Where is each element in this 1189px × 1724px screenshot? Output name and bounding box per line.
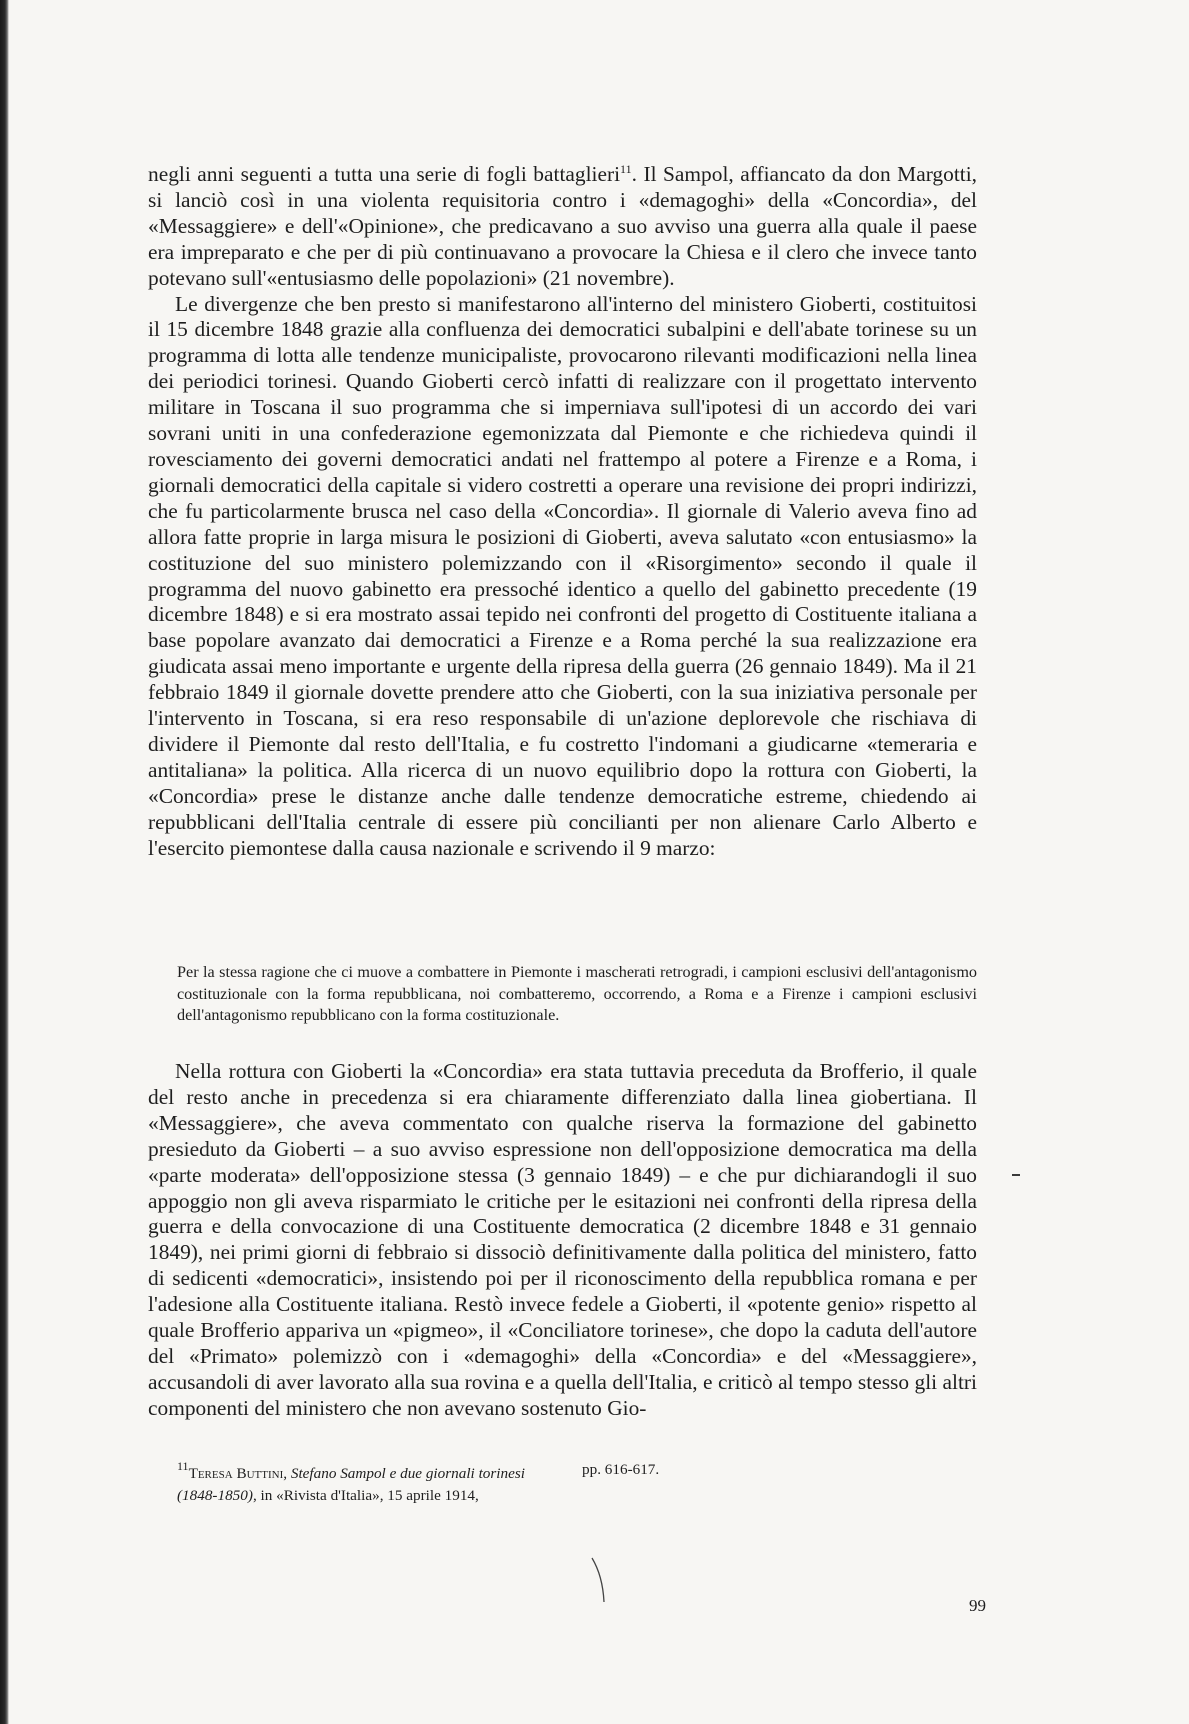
margin-mark — [1012, 1174, 1020, 1176]
paragraph-2: Le divergenze che ben presto si manifestarono all'interno del ministero Gioberti, costituitosi il 15 dicembre 1848 grazie alla confluenza dei democratici subalpini e dell'abate torinese su un programma di lotta alle tendenze municipaliste, provocarono rilevanti modificazioni nella linea dei periodici torinesi. Quando Gioberti cercò infatti di realizzare con il progettato intervento militare in Toscana il suo programma che si imperniava sull'ipotesi di un accordo dei vari sovrani uniti in una confederazione egemonizzata dal Piemonte e che richiedeva quindi il rovesciamento dei governi democratici andati nel frattempo al potere a Firenze e a Roma, i giornali democratici della capitale si videro costretti a operare una revisione dei propri indirizzi, che fu particolarmente brusca nel caso della «Concordia». Il giornale di Valerio aveva fino ad allora fatte proprie in larga misura le posizioni di Gioberti, aveva salutato «con entusiasmo» la costituzione del suo ministero polemizzando con il «Risorgimento» secondo il quale il programma del nuovo gabinetto era pressoché identico a quello del gabinetto precedente (19 dicembre 1848) e si era mostrato assai tepido nei confronti del progetto di Costituente italiana a base popolare avanzato dai democratici a Firenze e a Roma perché la sua realizzazione era giudicata assai meno importante e urgente della ripresa della guerra (26 gennaio 1849). Ma il 21 febbraio 1849 il giornale dovette prendere atto che Gioberti, con la sua iniziativa personale per l'intervento in Toscana, si era reso responsabile di un'azione deplorevole che rischiava di dividere il Piemonte dal resto dell'Italia, e fu costretto l'indomani a giudicarne «temeraria e antitaliana» la politica. Alla ricerca di un nuovo equilibrio dopo la rottura con Gioberti, la «Concordia» prese le distanze anche dalle tendenze democratiche estreme, chiedendo ai repubblicani dell'Italia centrale di essere più concilianti per non alienare Carlo Alberto e l'esercito piemontese dalla causa nazionale e scrivendo il 9 marzo: — [148, 291, 977, 860]
main-text-block — [148, 162, 977, 861]
footnote: $^{11}$Teresa Buttini, Stefano Sampol e due giornali torinesi (1848-1850), in «Rivista d'Italia», 15 aprile 1914, — [177, 1459, 525, 1504]
stray-pencil-mark — [590, 1556, 610, 1606]
paragraph-3: Nella rottura con Gioberti la «Concordia» era stata tuttavia preceduta da Brofferio, il quale del resto anche in precedenza si era chiaramente differenziato dalla linea giobertiana. Il «Messaggiere», che aveva commentato con qualche riserva la formazione del gabinetto presieduto da Gioberti – a suo avviso espressione non dell'opposizione democratica ma della «parte moderata» dell'opposizione stessa (3 gennaio 1849) – e che pur dichiarandogli il suo appoggio non gli aveva risparmiato le critiche per le esitazioni nei confronti della ripresa della guerra e della convocazione di una Costituente democratica (2 dicembre 1848 e 31 gennaio 1849), nei primi giorni di febbraio si dissociò definitivamente dalla politica del ministero, fatto di sedicenti «democratici», insistendo poi per il riconoscimento della repubblica romana e per l'adesione alla Costituente italiana. Restò invece fedele a Gioberti, il «potente genio» rispetto al quale Brofferio appariva un «pigmeo», il «Conciliatore torinese», che dopo la caduta dell'autore del «Primato» polemizzò con i «demagoghi» della «Concordia» e del «Messaggiere», accusandoli di aver lavorato alla sua rovina e a quella dell'Italia, e criticò al tempo stesso gli altri componenti del ministero che non avevano sostenuto Gio- — [148, 1059, 977, 1420]
footnote-title: Stefano Sampol e due giornali torinesi (1848-1850) — [177, 1465, 525, 1504]
footnote-source: , in «Rivista d'Italia», 15 aprile 1914, — [252, 1486, 479, 1504]
footnote-reference[interactable]: 11 — [620, 162, 632, 176]
block-quote-text: Per la stessa ragione che ci muove a combattere in Piemonte i mascherati retrogradi, i campioni esclusivi dell'antagonismo costituzionale con la forma repubblicana, noi combatteremo, occorrendo, a Roma e a Firenze i campioni esclusivi dell'antagonismo repubblicano con la forma costituzionale. — [177, 963, 977, 1024]
footnote-number: 11 — [177, 1459, 189, 1473]
paragraph-1-text-continued: . Il Sampol, affiancato da don Margotti, si lanciò così in una violenta requisitoria contro i «demagoghi» della «Concordia», del «Messaggiere» e dell'«Opinione», che predicavano a suo avviso una guerra alla quale il paese era impreparato e che per di più continuavano a provocare la Chiesa e il clero che invece tanto potevano sull'«entusiasmo delle popolazioni» (21 novembre). — [148, 162, 977, 290]
binding-edge-shadow — [0, 0, 9, 1724]
footnote-pages: pp. 616-617. — [582, 1461, 660, 1478]
page-number: 99 — [969, 1596, 986, 1615]
block-quote — [177, 962, 977, 1027]
main-text-block-continued — [148, 1059, 977, 1422]
paragraph-1-text: negli anni seguenti a tutta una serie di fogli battaglieri — [148, 162, 621, 186]
paragraph-1 — [148, 162, 977, 292]
footnote-author: Teresa Buttini — [188, 1465, 284, 1482]
